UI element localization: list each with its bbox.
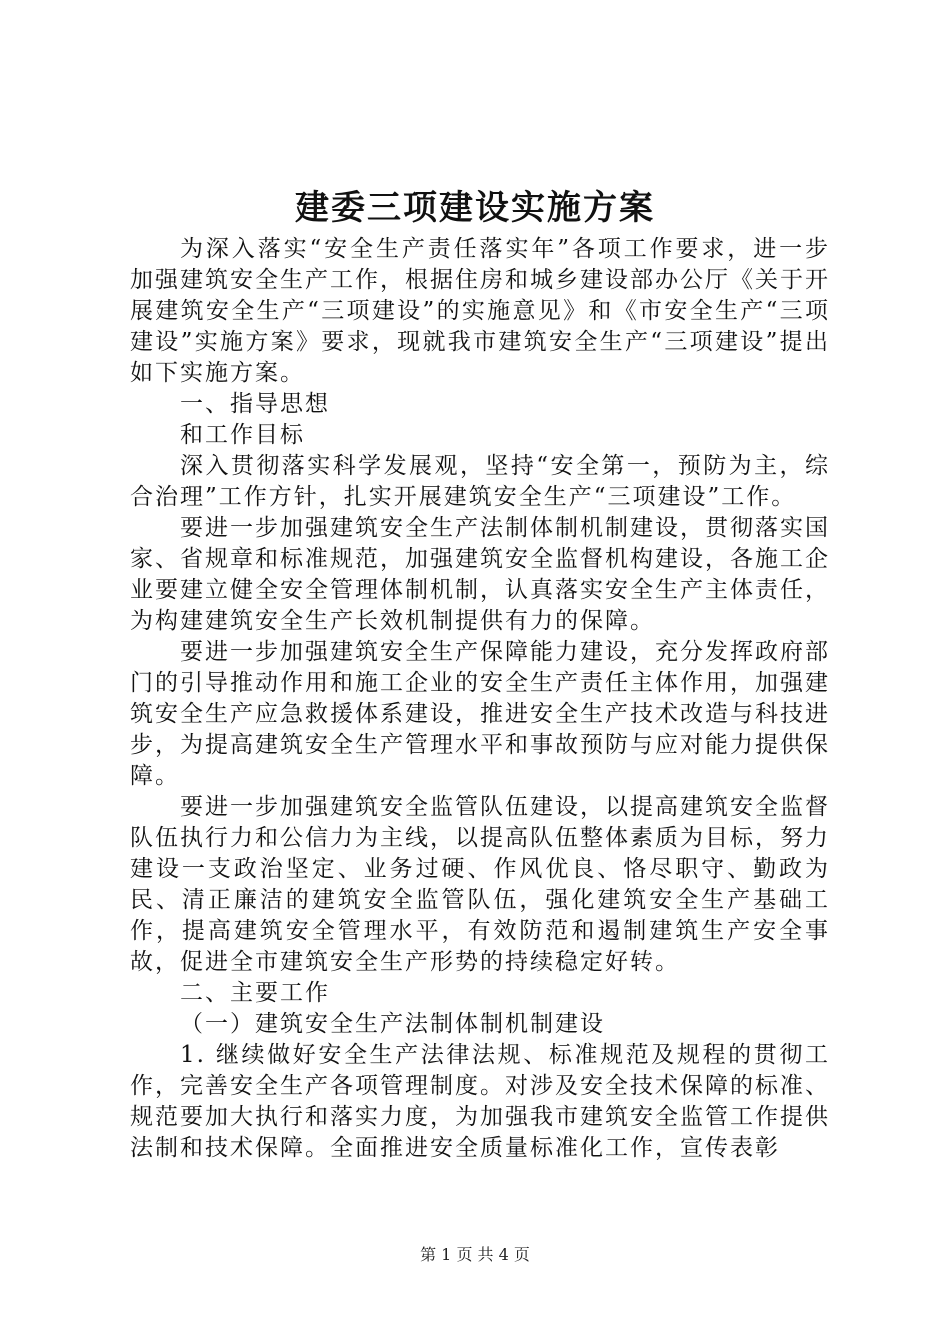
goal-paragraph-2: 要进一步加强建筑安全生产法制体制机制建设，贯彻落实国家、省规章和标准规范，加强建筑安全监督机构建设，各施工企业要建立健全安全管理体制机制，认真落实安全生产主体责任，为构建建筑安全生产长效机制提供有力的保障。 <box>130 515 830 634</box>
work-item-1-paragraph: 1. 继续做好安全生产法律法规、标准规范及规程的贯彻工作，完善安全生产各项管理制度。对涉及安全技术保障的标准、规范要加大执行和落实力度，为加强我市建筑安全监管工作提供法制和技术保障。全面推进安全质量标准化工作，宣传表彰 <box>130 1042 830 1161</box>
intro-paragraph: 为深入落实“安全生产责任落实年”各项工作要求，进一步加强建筑安全生产工作，根据住房和城乡建设部办公厅《关于开展建筑安全生产“三项建设”的实施意见》和《市安全生产“三项建设”实施方案》要求，现就我市建筑安全生产“三项建设”提出如下实施方案。 <box>130 236 830 386</box>
section-heading-work-goals: 和工作目标 <box>180 422 305 448</box>
goal-paragraph-4: 要进一步加强建筑安全监管队伍建设，以提高建筑安全监督队伍执行力和公信力为主线，以提高队伍整体素质为目标，努力建设一支政治坚定、业务过硬、作风优良、恪尽职守、勤政为民、清正廉洁的建筑安全监管队伍，强化建筑安全生产基础工作，提高建筑安全管理水平，有效防范和遏制建筑生产安全事故，促进全市建筑安全生产形势的持续稳定好转。 <box>130 794 830 975</box>
section-heading-main-work: 二、主要工作 <box>180 980 330 1006</box>
document-body <box>130 234 830 1164</box>
subsection-heading-legal-system: （一）建筑安全生产法制体制机制建设 <box>180 1011 605 1037</box>
goal-paragraph-3: 要进一步加强建筑安全生产保障能力建设，充分发挥政府部门的引导推动作用和施工企业的安全生产责任主体作用，加强建筑安全生产应急救援体系建设，推进安全生产技术改造与科技进步，为提高建筑安全生产管理水平和事故预防与应对能力提供保障。 <box>130 639 830 789</box>
page-footer: 第 1 页 共 4 页 <box>420 1245 530 1264</box>
goal-paragraph-1: 深入贯彻落实科学发展观，坚持“安全第一，预防为主，综合治理”工作方针，扎实开展建筑安全生产“三项建设”工作。 <box>130 453 830 510</box>
section-heading-guiding-ideology: 一、指导思想 <box>180 391 330 417</box>
document-title: 建委三项建设实施方案 <box>295 188 655 228</box>
